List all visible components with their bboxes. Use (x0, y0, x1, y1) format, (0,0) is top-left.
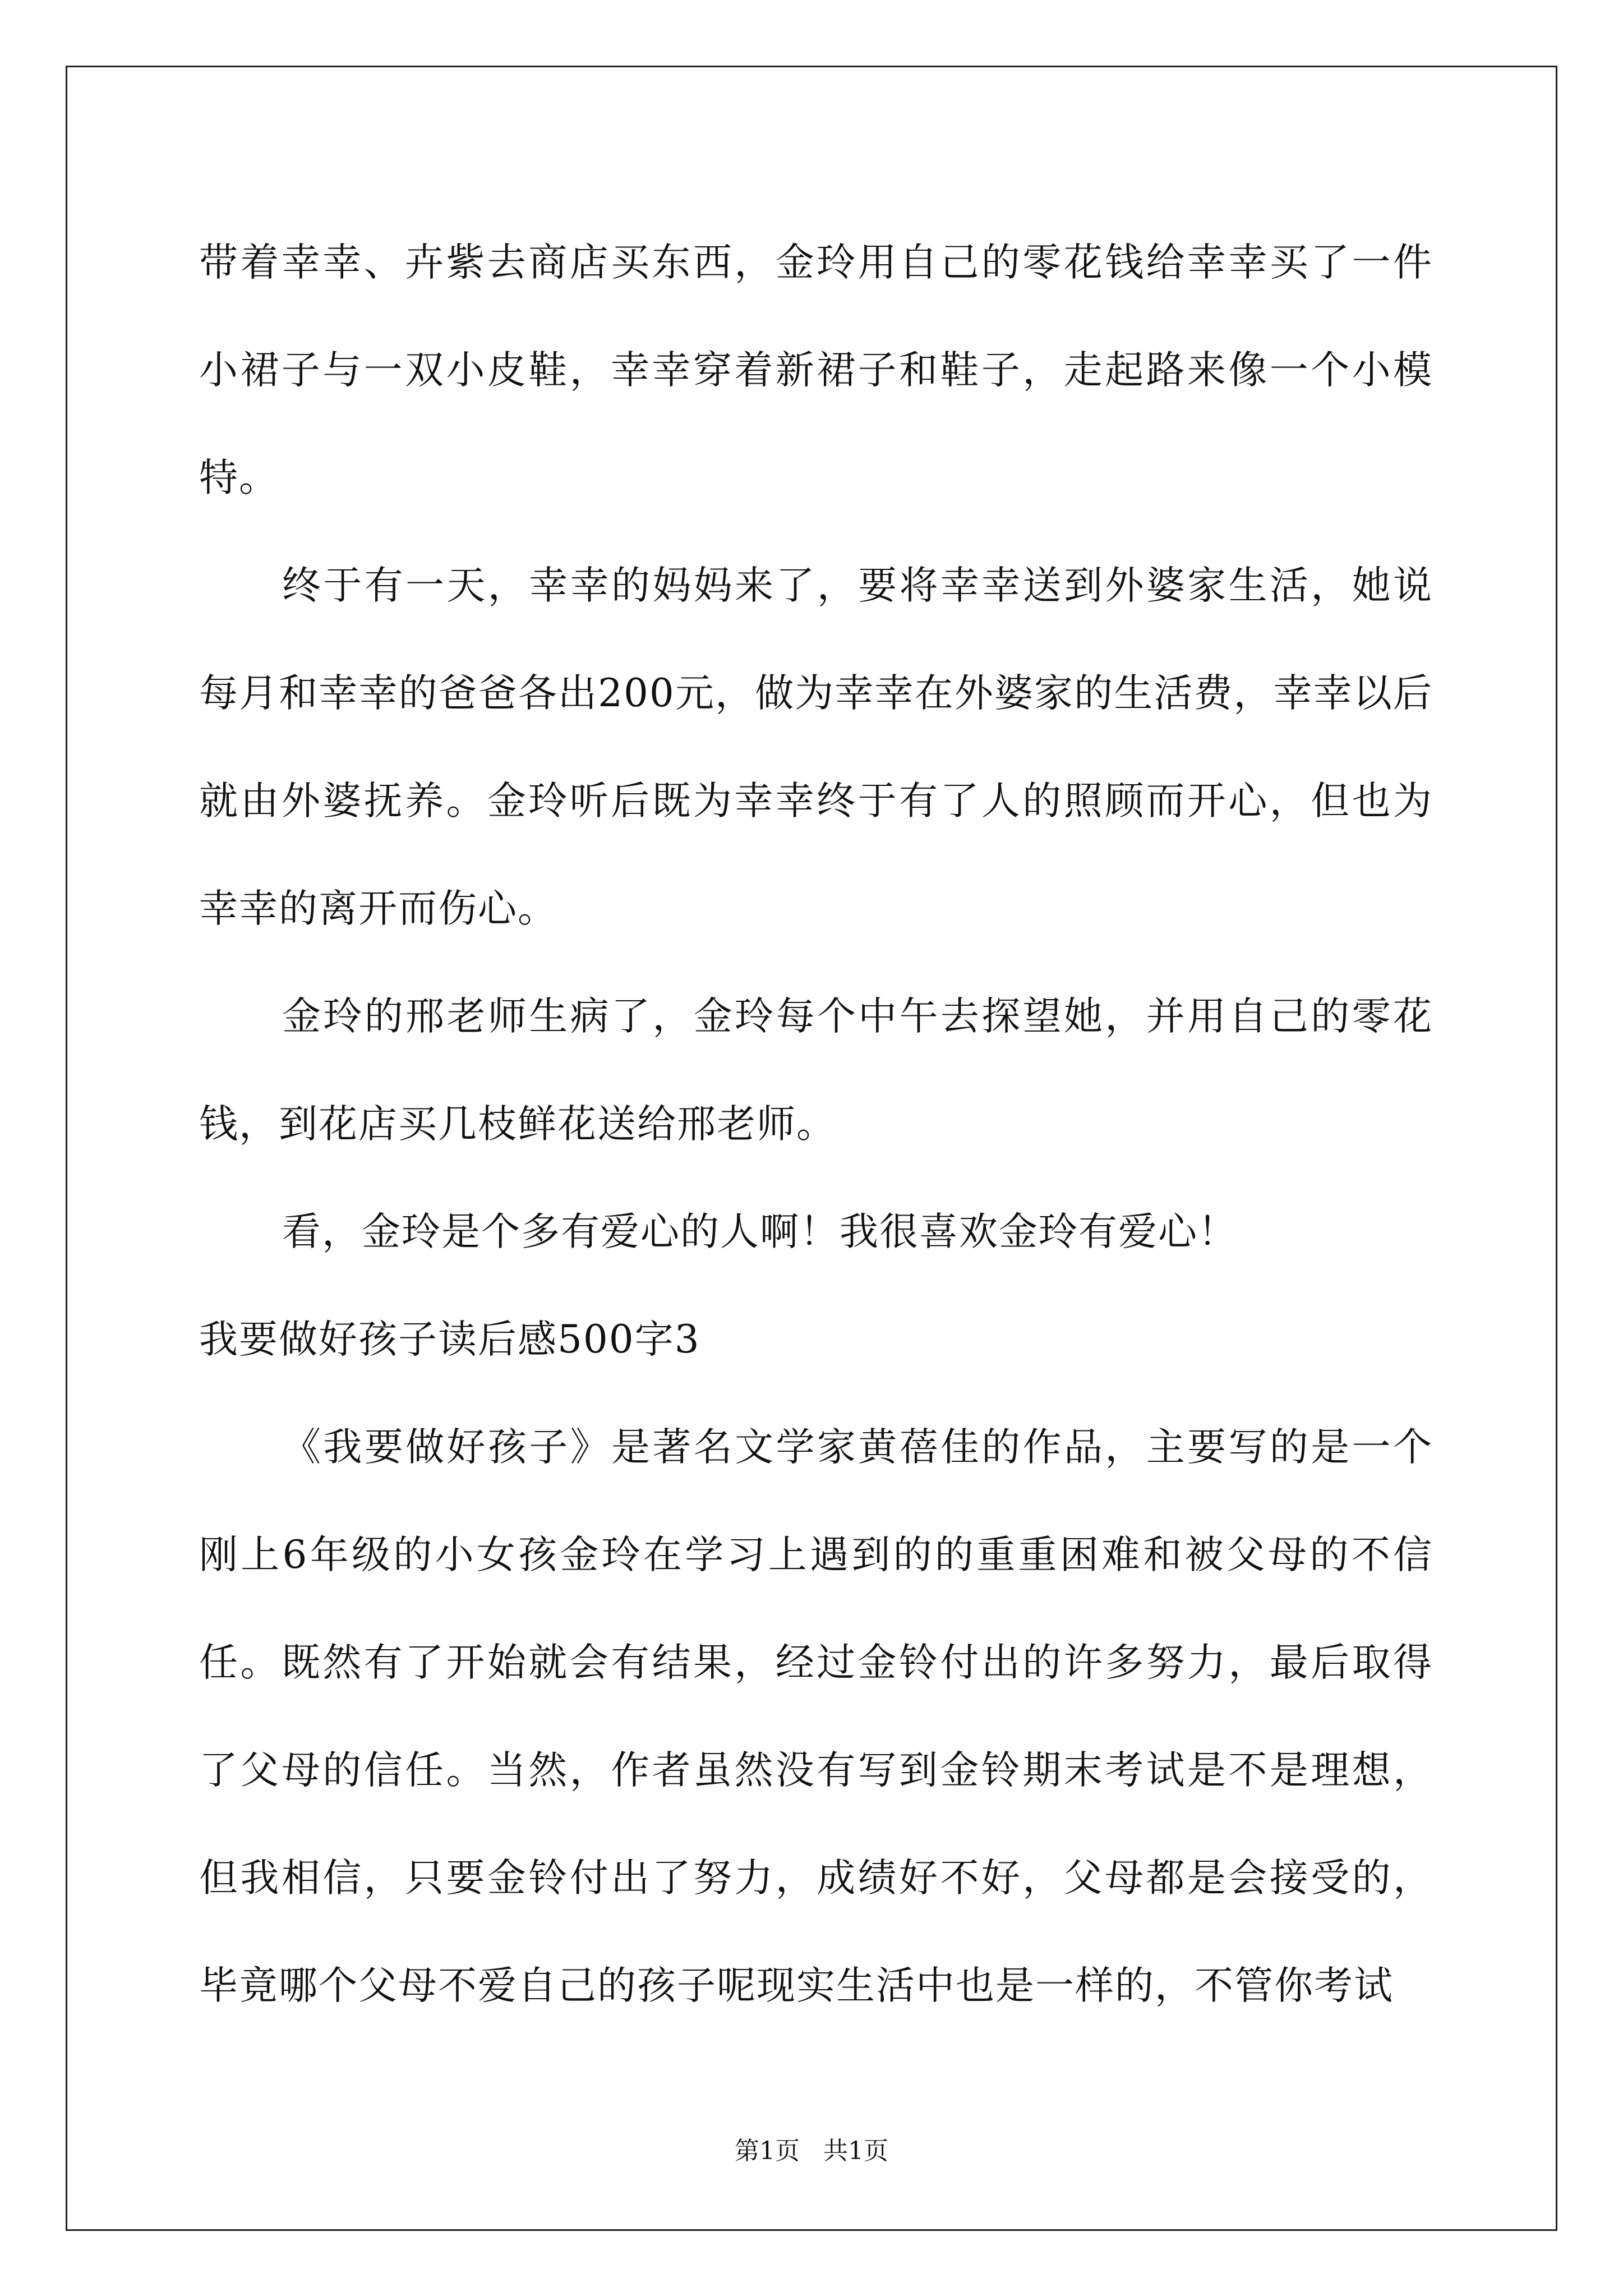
paragraph: 终于有一天，幸幸的妈妈来了，要将幸幸送到外婆家生活，她说每月和幸幸的爸爸各出200元，做为幸幸在外婆家的生活费，幸幸以后就由外婆抚养。金玲听后既为幸幸终于有了人的照顾而开心，但也为幸幸的离开而伤心。 (199, 563, 1433, 931)
paragraph: 看，金玲是个多有爱心的人啊！我很喜欢金玲有爱心！ (282, 1209, 1238, 1254)
page-number-footer: 第1页 共1页 (735, 2137, 888, 2165)
paragraph: 金玲的邢老师生病了，金玲每个中午去探望她，并用自己的零花钱，到花店买几枝鲜花送给邢老师。 (199, 994, 1433, 1147)
section-heading: 我要做好孩子读后感500字3 (199, 1317, 700, 1362)
paragraph: 《我要做好孩子》是著名文学家黄蓓佳的作品，主要写的是一个刚上6年级的小女孩金玲在学习上遇到的的重重困难和被父母的不信任。既然有了开始就会有结果，经过金铃付出的许多努力，最后取得了父母的信任。当然，作者虽然没有写到金铃期末考试是不是理想，但我相信，只要金铃付出了努力，成绩好不好，父母都是会接受的，毕竟哪个父母不爱自己的孩子呢现实生活中也是一样的，不管你考试 (199, 1425, 1433, 2008)
document-body (199, 209, 1433, 2040)
paragraph-continuation: 带着幸幸、卉紫去商店买东西，金玲用自己的零花钱给幸幸买了一件小裙子与一双小皮鞋，幸幸穿着新裙子和鞋子，走起路来像一个小模特。 (199, 240, 1433, 500)
